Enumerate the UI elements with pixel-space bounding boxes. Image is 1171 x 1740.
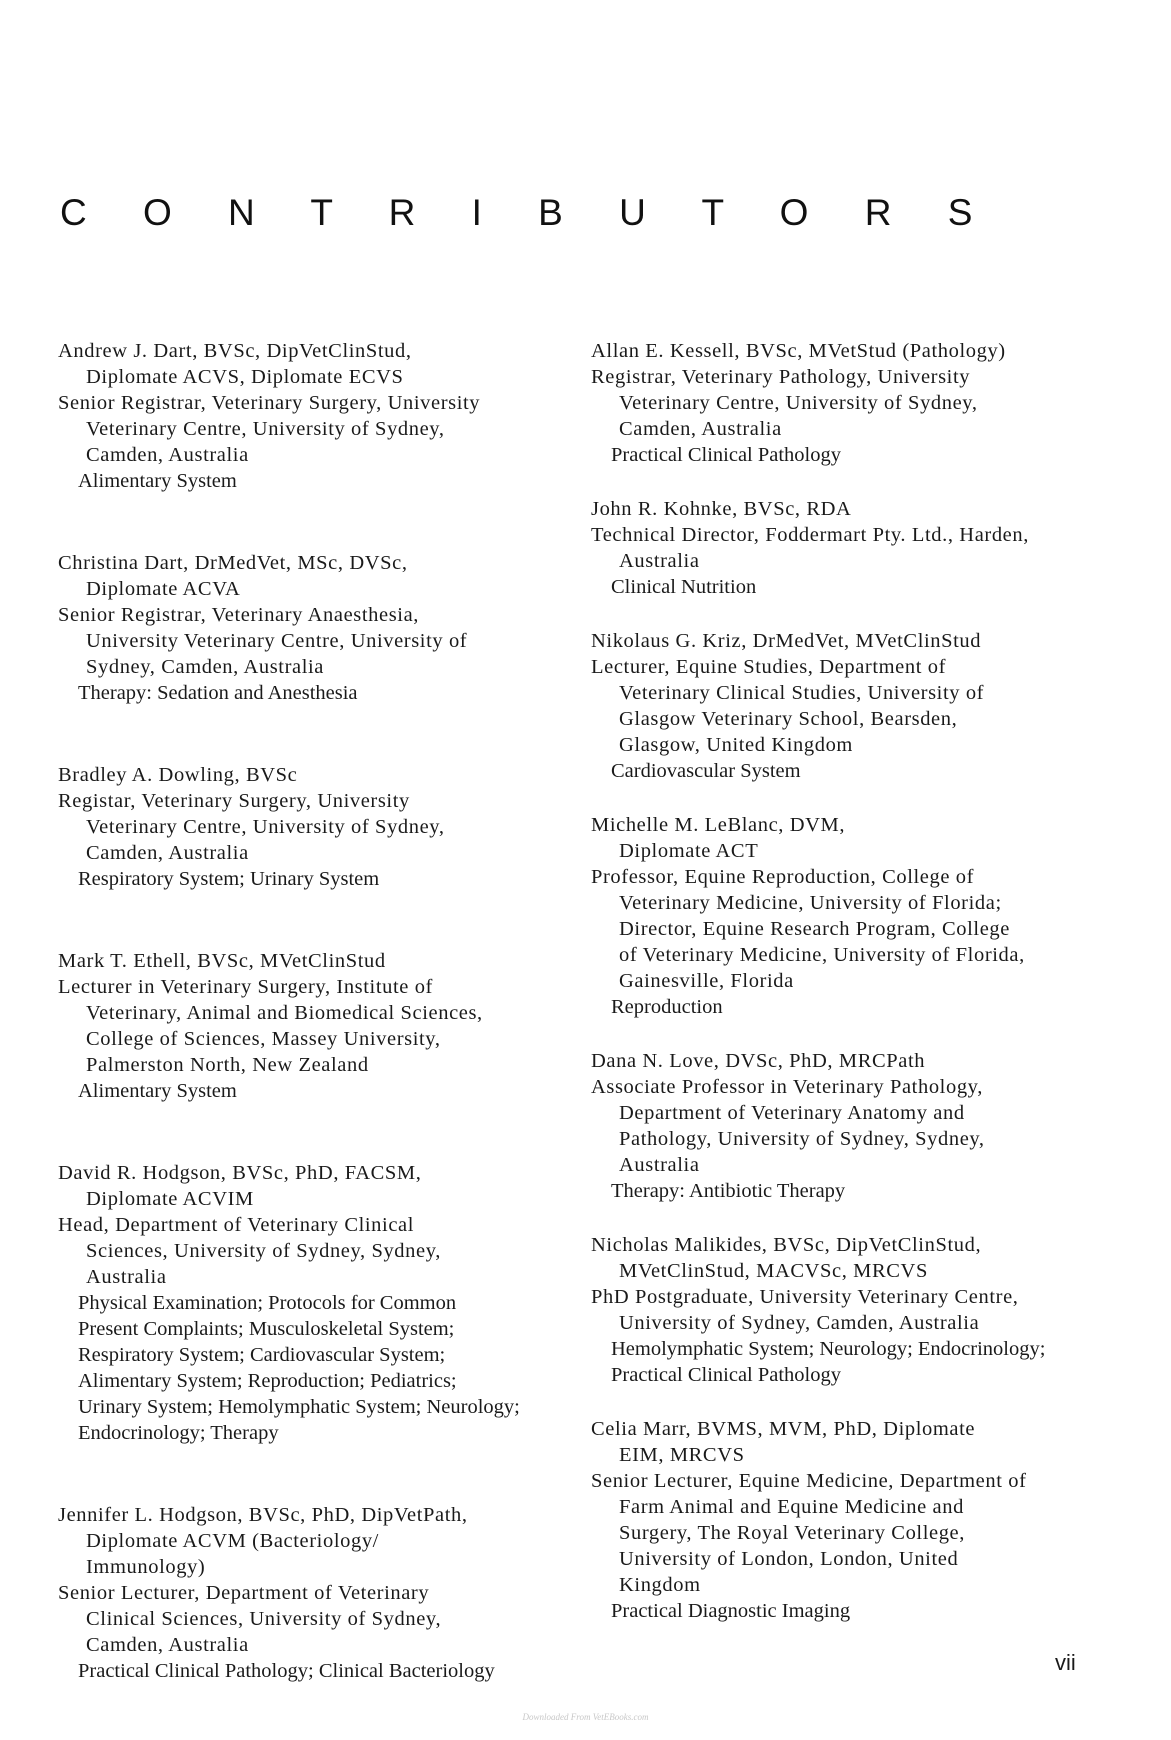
contributor-affiliation: Palmerston North, New Zealand	[86, 1054, 369, 1076]
contributor-name: Christina Dart, DrMedVet, MSc, DVSc,	[58, 552, 408, 574]
contributor-affiliation: Technical Director, Foddermart Pty. Ltd., Harden,	[591, 524, 1029, 546]
contributor-affiliation: Lecturer in Veterinary Surgery, Institute of	[58, 976, 433, 998]
contributor-name: David R. Hodgson, BVSc, PhD, FACSM,	[58, 1162, 422, 1184]
contributor-name: Bradley A. Dowling, BVSc	[58, 764, 298, 786]
contributor-affiliation: University of Sydney, Camden, Australia	[619, 1312, 980, 1334]
contributors-column-left	[58, 338, 568, 1740]
contributor-name: Andrew J. Dart, BVSc, DipVetClinStud,	[58, 340, 412, 362]
contributor-affiliation: Veterinary Centre, University of Sydney,	[86, 816, 445, 838]
contributor-affiliation: College of Sciences, Massey University,	[86, 1028, 441, 1050]
contributor-name: Mark T. Ethell, BVSc, MVetClinStud	[58, 950, 386, 972]
contributor-affiliation: Immunology)	[86, 1556, 206, 1578]
contributor-affiliation: of Veterinary Medicine, University of Florida,	[619, 944, 1025, 966]
contributor-affiliation: Senior Lecturer, Equine Medicine, Department of	[591, 1470, 1027, 1492]
contributor-affiliation: Registar, Veterinary Surgery, University	[58, 790, 410, 812]
contributor-affiliation: Associate Professor in Veterinary Pathology,	[591, 1076, 983, 1098]
contributed-sections: Urinary System; Hemolymphatic System; Neurology;	[78, 1396, 520, 1418]
contributor-entry	[58, 1160, 568, 1446]
contributor-affiliation: Clinical Sciences, University of Sydney,	[86, 1608, 442, 1630]
contributor-affiliation: University Veterinary Centre, University of	[86, 630, 468, 652]
contributed-sections: Respiratory System; Urinary System	[78, 868, 380, 890]
contributor-affiliation: Head, Department of Veterinary Clinical	[58, 1214, 415, 1236]
contributor-name: Allan E. Kessell, BVSc, MVetStud (Pathology)	[591, 340, 1006, 362]
contributed-sections: Clinical Nutrition	[611, 576, 757, 598]
page-number: vii	[1055, 1650, 1076, 1675]
contributed-sections: Reproduction	[611, 996, 723, 1018]
contributor-entry	[591, 1048, 1111, 1204]
contributed-sections: Practical Clinical Pathology	[611, 1364, 842, 1386]
contributed-sections: Respiratory System; Cardiovascular System;	[78, 1344, 446, 1366]
contributor-affiliation: Kingdom	[619, 1574, 701, 1596]
contributor-entry	[591, 496, 1111, 600]
contributed-sections: Alimentary System	[78, 470, 237, 492]
contributor-affiliation: Department of Veterinary Anatomy and	[619, 1102, 965, 1124]
contributor-affiliation: Sciences, University of Sydney, Sydney,	[86, 1240, 441, 1262]
contributor-affiliation: Registrar, Veterinary Pathology, University	[591, 366, 971, 388]
contributor-affiliation: Camden, Australia	[86, 1634, 249, 1656]
contributed-sections: Practical Clinical Pathology	[611, 444, 842, 466]
contributor-affiliation: MVetClinStud, MACVSc, MRCVS	[619, 1260, 928, 1282]
contributor-entry	[591, 338, 1111, 468]
contributor-affiliation: Surgery, The Royal Veterinary College,	[619, 1522, 965, 1544]
contributed-sections: Alimentary System; Reproduction; Pediatrics;	[78, 1370, 457, 1392]
contributor-entry	[591, 1416, 1111, 1624]
contributor-name: Celia Marr, BVMS, MVM, PhD, Diplomate	[591, 1418, 976, 1440]
download-footer: Downloaded From VetEBooks.com	[522, 1712, 649, 1722]
contributor-affiliation: Diplomate ACT	[619, 840, 759, 862]
contributor-affiliation: Pathology, University of Sydney, Sydney,	[619, 1128, 985, 1150]
contributor-affiliation: PhD Postgraduate, University Veterinary Centre,	[591, 1286, 1019, 1308]
contributed-sections: Therapy: Antibiotic Therapy	[611, 1180, 846, 1202]
contributor-affiliation: Veterinary Centre, University of Sydney,	[86, 418, 445, 440]
contributor-name: Nikolaus G. Kriz, DrMedVet, MVetClinStud	[591, 630, 982, 652]
contributed-sections: Endocrinology; Therapy	[78, 1422, 279, 1444]
contributed-sections: Alimentary System	[78, 1080, 237, 1102]
contributor-affiliation: Veterinary Medicine, University of Florida;	[619, 892, 1002, 914]
contributor-affiliation: Sydney, Camden, Australia	[86, 656, 324, 678]
contributor-affiliation: Diplomate ACVS, Diplomate ECVS	[86, 366, 404, 388]
contributor-entry	[591, 1232, 1111, 1388]
contributor-affiliation: Veterinary Clinical Studies, University of	[619, 682, 985, 704]
page-title: C O N T R I B U T O R S	[60, 192, 996, 233]
contributor-affiliation: University of London, London, United	[619, 1548, 959, 1570]
contributor-affiliation: Australia	[86, 1266, 167, 1288]
contributor-affiliation: Veterinary Centre, University of Sydney,	[619, 392, 978, 414]
contributor-entry	[58, 338, 568, 494]
contributor-entry	[591, 812, 1111, 1020]
contributed-sections: Present Complaints; Musculoskeletal System;	[78, 1318, 455, 1340]
contributor-affiliation: Director, Equine Research Program, College	[619, 918, 1010, 940]
contributor-entry	[58, 550, 568, 706]
contributor-affiliation: Diplomate ACVIM	[86, 1188, 254, 1210]
contributor-affiliation: Camden, Australia	[86, 842, 249, 864]
contributor-affiliation: Lecturer, Equine Studies, Department of	[591, 656, 947, 678]
contributor-name: John R. Kohnke, BVSc, RDA	[591, 498, 852, 520]
contributor-name: Nicholas Malikides, BVSc, DipVetClinStud,	[591, 1234, 982, 1256]
contributor-affiliation: Camden, Australia	[619, 418, 782, 440]
contributed-sections: Therapy: Sedation and Anesthesia	[78, 682, 358, 704]
contributed-sections: Physical Examination; Protocols for Common	[78, 1292, 457, 1314]
contributor-affiliation: EIM, MRCVS	[619, 1444, 745, 1466]
contributor-affiliation: Professor, Equine Reproduction, College of	[591, 866, 975, 888]
contributor-affiliation: Veterinary, Animal and Biomedical Sciences,	[86, 1002, 483, 1024]
contributed-sections: Hemolymphatic System; Neurology; Endocrinology;	[611, 1338, 1046, 1360]
contributor-affiliation: Glasgow Veterinary School, Bearsden,	[619, 708, 958, 730]
contributors-column-right	[591, 338, 1111, 1652]
contributed-sections: Practical Diagnostic Imaging	[611, 1600, 851, 1622]
contributor-affiliation: Diplomate ACVM (Bacteriology/	[86, 1530, 379, 1552]
contributor-name: Michelle M. LeBlanc, DVM,	[591, 814, 846, 836]
contributor-affiliation: Camden, Australia	[86, 444, 249, 466]
contributor-entry	[58, 1502, 568, 1684]
contributor-affiliation: Gainesville, Florida	[619, 970, 794, 992]
contributor-affiliation: Australia	[619, 550, 700, 572]
contributor-affiliation: Farm Animal and Equine Medicine and	[619, 1496, 964, 1518]
contributor-name: Dana N. Love, DVSc, PhD, MRCPath	[591, 1050, 926, 1072]
contributed-sections: Practical Clinical Pathology; Clinical Bacteriology	[78, 1660, 495, 1682]
contributor-entry	[58, 948, 568, 1104]
contributed-sections: Cardiovascular System	[611, 760, 801, 782]
contributor-affiliation: Glasgow, United Kingdom	[619, 734, 853, 756]
contributor-affiliation: Senior Registrar, Veterinary Anaesthesia,	[58, 604, 419, 626]
contributor-affiliation: Diplomate ACVA	[86, 578, 241, 600]
contributor-affiliation: Senior Lecturer, Department of Veterinary	[58, 1582, 430, 1604]
contributor-name: Jennifer L. Hodgson, BVSc, PhD, DipVetPath,	[58, 1504, 468, 1526]
contributor-affiliation: Australia	[619, 1154, 700, 1176]
contributor-affiliation: Senior Registrar, Veterinary Surgery, University	[58, 392, 481, 414]
contributor-entry	[58, 762, 568, 892]
contributor-entry	[591, 628, 1111, 784]
